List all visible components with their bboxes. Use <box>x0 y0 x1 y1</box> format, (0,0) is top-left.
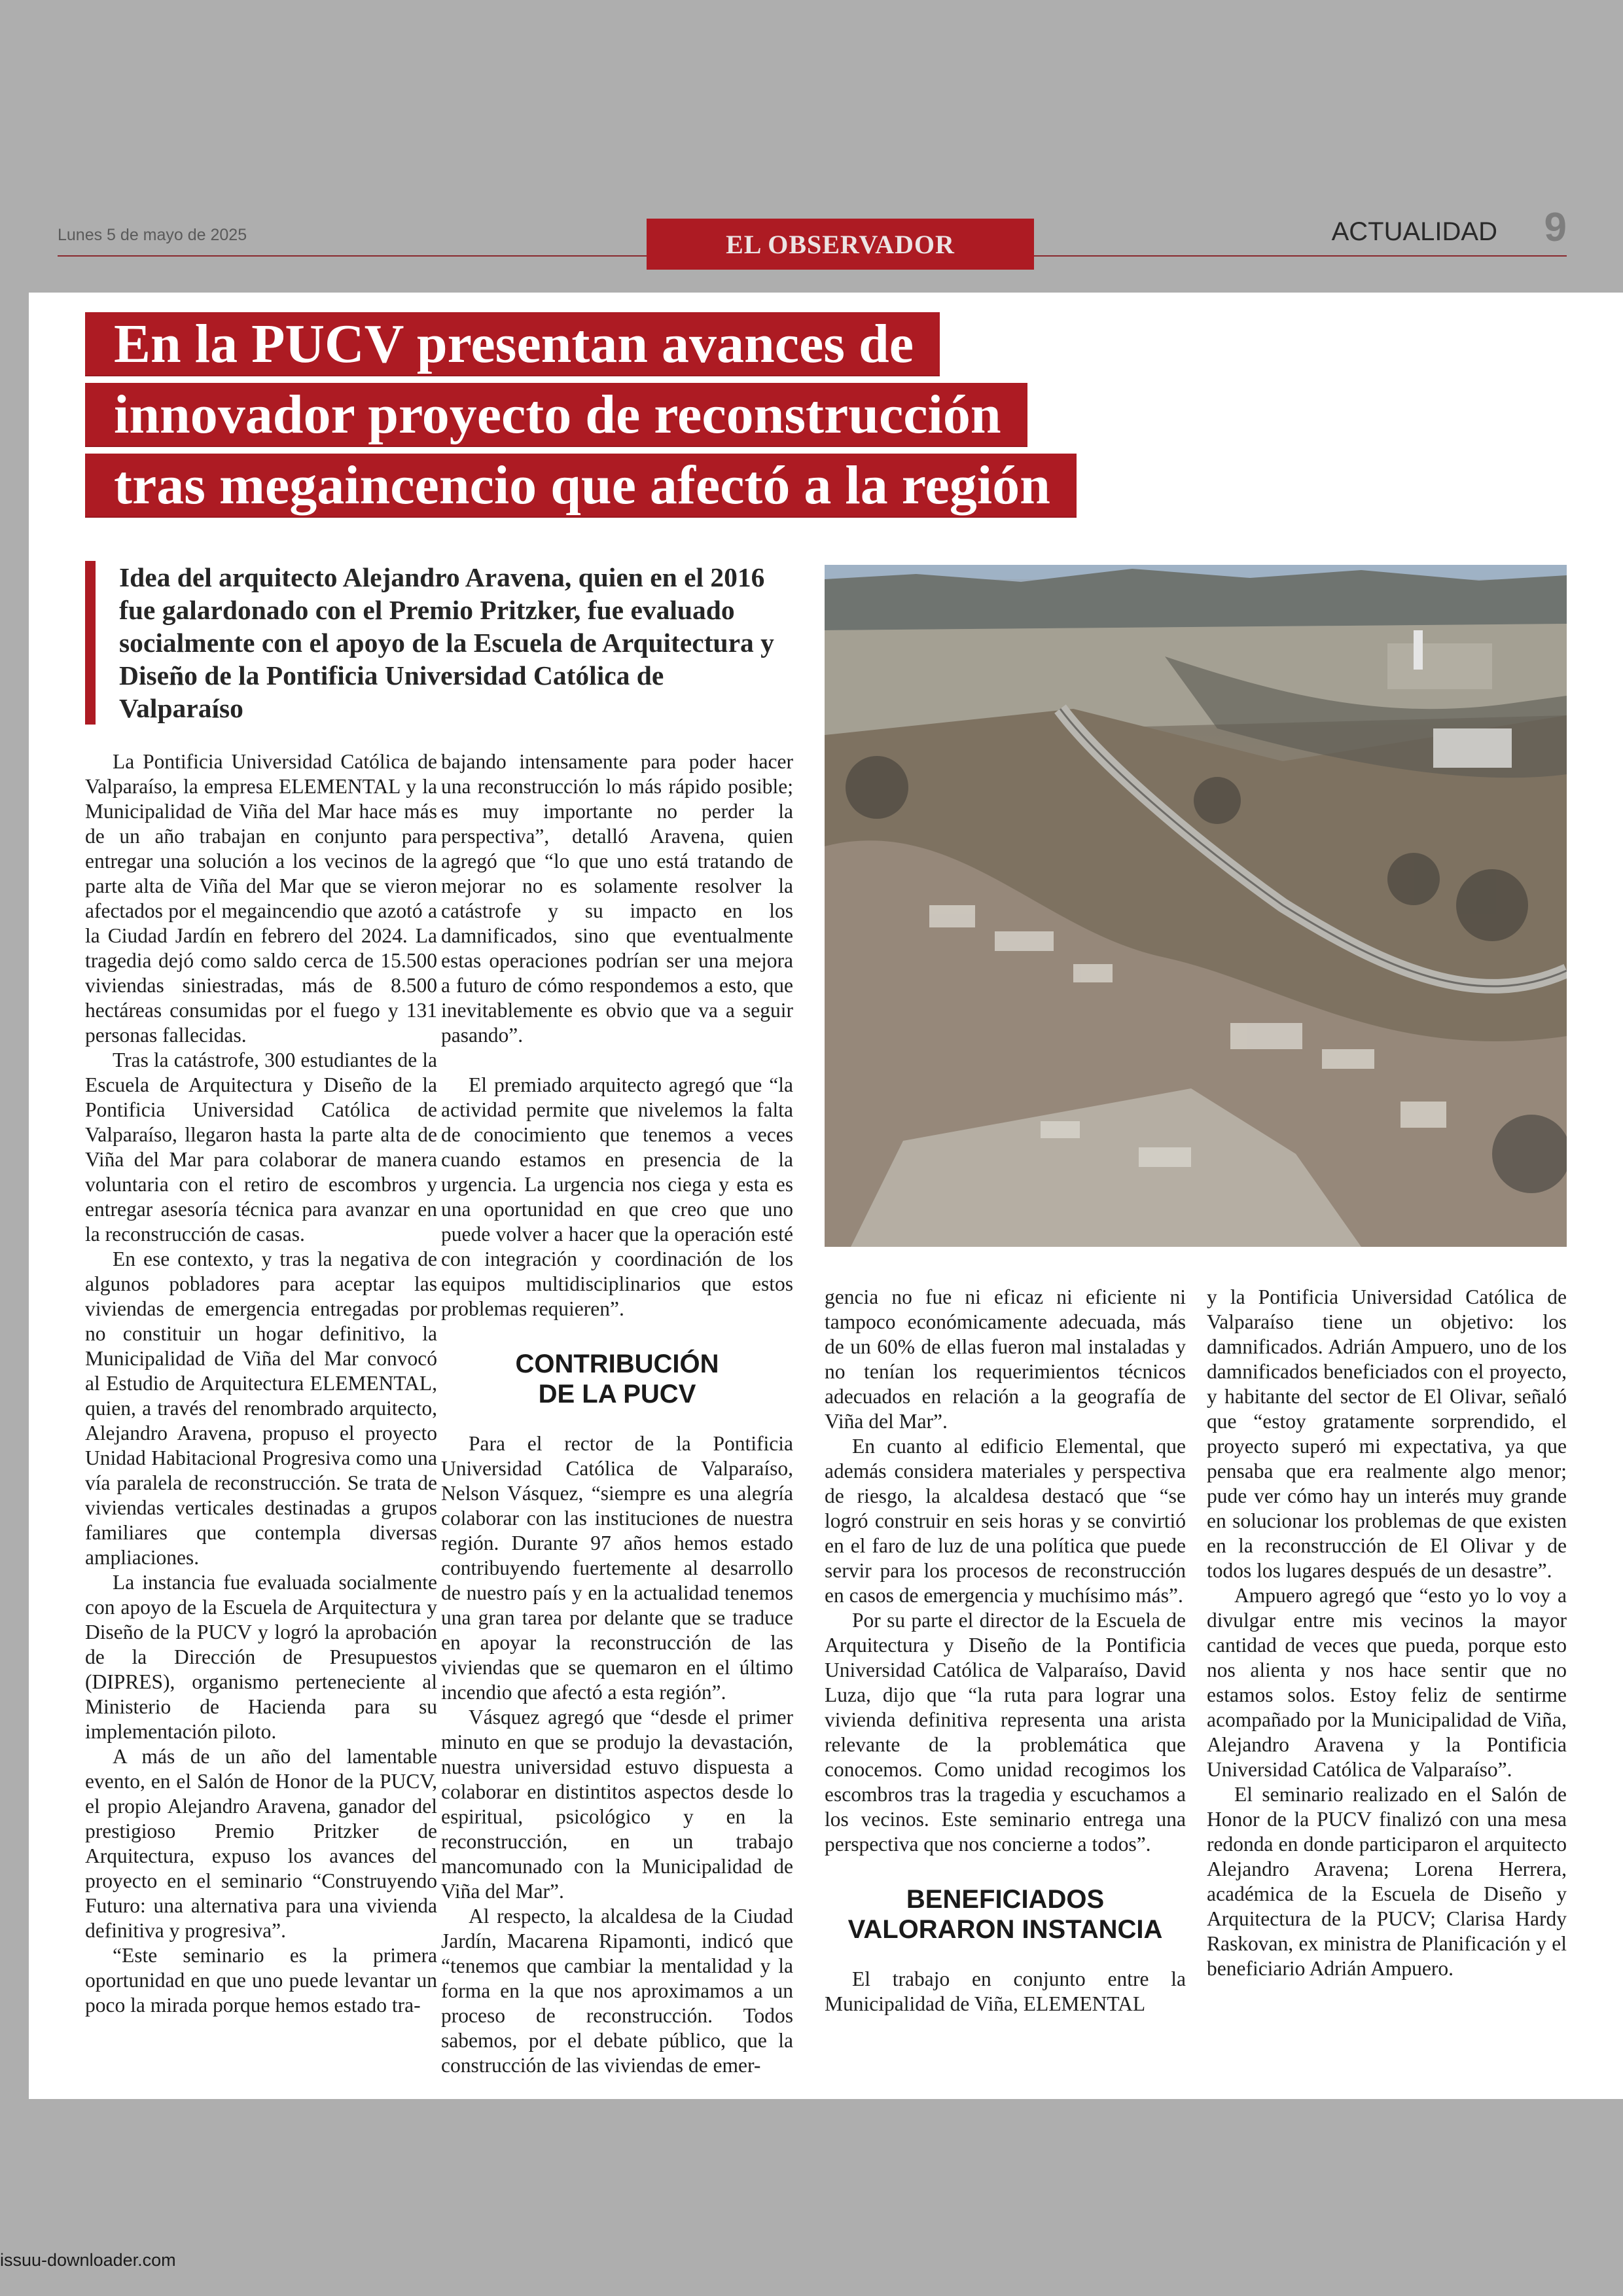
paragraph: Por su parte el director de la Escuela de Arquitectura y Diseño de la Pontificia Universidad Católica de Valparaíso, David Luza, dijo que “la ruta para lograr una vivienda definitiva representa una arista relevante de la problemática que conocemos. Como unidad recogimos los escombros tras la tragedia y escuchamos a los vecinos. Este seminario entrega una perspectiva que nos concierne a todos”. <box>825 1609 1186 1856</box>
subheading-line: CONTRIBUCIÓN <box>515 1350 719 1378</box>
paragraph: En ese contexto, y tras la negativa de algunos pobladores para aceptar las viviendas de emergencia entregadas por no constituir un hogar definitivo, la Municipalidad de Viña del Mar convocó al Estudio de Arquitectura ELEMENTAL, quien, a través del renombrado arquitecto, Alejandro Aravena, propuso el proyecto Unidad Habitacional Progresiva como una vía paralela de reconstrucción. Se trata de viviendas verticales destinadas a grupos familiares que contempla diversas ampliaciones. <box>85 1247 437 1569</box>
headline-line-2: innovador proyecto de reconstrucción <box>85 383 1027 447</box>
paragraph: El trabajo en conjunto entre la Municipalidad de Viña, ELEMENTAL <box>825 1967 1186 2015</box>
article-page <box>29 293 1623 2099</box>
headline-line-3: tras megaincencio que afectó a la región <box>85 454 1077 518</box>
paragraph: La Pontificia Universidad Católica de Valparaíso, la empresa ELEMENTAL y la Municipalidad de Viña del Mar hace más de un año trabajan en conjunto para entregar una solución a los vecinos de la parte alta de Viña del Mar que se vieron afectados por el megaincendio que azotó a la Ciudad Jardín en febrero del 2024. La tragedia dejó como saldo cerca de 15.500 viviendas siniestradas, más de 8.500 hectáreas consumidas por el fuego y 131 personas fallecidas. <box>85 750 437 1047</box>
subheading-beneficiados <box>825 1884 1186 1945</box>
watermark-text: issuu-downloader.com <box>0 2250 176 2270</box>
section-label: ACTUALIDAD <box>1331 217 1497 246</box>
paragraph: El seminario realizado en el Salón de Honor de la PUCV finalizó con una mesa redonda en donde participaron el arquitecto Alejandro Aravena; Lorena Herrera, académica de la Escuela de Diseño y Arquitectura de la PUCV; Clarisa Hardy Raskovan, ex ministra de Planificación y el beneficiario Adrián Ampuero. <box>1207 1783 1567 1980</box>
paragraph: Para el rector de la Pontificia Universidad Católica de Valparaíso, Nelson Vásquez, “siempre es una alegría colaborar con las instituciones de nuestra región. Durante 97 años hemos estado contribuyendo fuertemente al desarrollo de nuestro país y en la actualidad tenemos una gran tarea por delante que se traduce en apoyar la reconstrucción de las viviendas que se quemaron en el último incendio que afectó a esta región”. <box>441 1432 793 1704</box>
paragraph: Tras la catástrofe, 300 estudiantes de la Escuela de Arquitectura y Diseño de la Pontificia Universidad Católica de Valparaíso, llegaron hasta la parte alta de Viña del Mar para colaborar de manera voluntaria con el retiro de escombros y entregar asesoría técnica para avanzar en la reconstrucción de casas. <box>85 1049 437 1246</box>
subheading-contribucion <box>441 1349 793 1409</box>
article-column-4 <box>1207 1285 1567 1981</box>
paragraph: En cuanto al edificio Elemental, que además considera materiales y perspectiva de riesgo, la alcaldesa destacó que “se logró construir en seis horas y se convirtió en el faro de luz de una política que puede servir para los procesos de reconstrucción en casos de emergencia y muchísimo más”. <box>825 1435 1186 1607</box>
headline-line-1: En la PUCV presentan avances de <box>85 312 940 376</box>
paragraph: gencia no fue ni eficaz ni eficiente ni tampoco económicamente adecuada, más de un 60% de ellas fueron mal instaladas y no tenían los requerimientos técnicos adecuados en relación a la geografía de Viña del Mar”. <box>825 1285 1186 1433</box>
paragraph: Vásquez agregó que “desde el primer minuto en que se produjo la devastación, nuestra universidad estuvo dispuesta a colaborar en distintitos aspectos desde lo espiritual, psicológico y en la reconstrucción, en un trabajo mancomunado con la Municipalidad de Viña del Mar”. <box>441 1706 793 1903</box>
paragraph: “Este seminario es la primera oportunidad en que uno puede levantar un poco la mirada porque hemos estado tra- <box>85 1944 437 2017</box>
article-column-1 <box>85 749 437 2018</box>
article-column-2 <box>441 749 793 2078</box>
paragraph: Ampuero agregó que “esto yo lo voy a divulgar entre mis vecinos la mayor cantidad de veces que pueda, porque esto nos alienta y nos hace sentir que no estamos solos. Estoy feliz de sentirme acompañado por la Municipalidad de Viña, Alejandro Aravena y la Pontificia Universidad Católica de Valparaíso”. <box>1207 1584 1567 1781</box>
masthead <box>58 205 1567 271</box>
paragraph: A más de un año del lamentable evento, en el Salón de Honor de la PUCV, el propio Alejandro Aravena, ganador del prestigioso Premio Pritzker de Arquitectura, expuso los avances del proyecto en el seminario “Construyendo Futuro: una alternativa para una vivienda definitiva y progresiva”. <box>85 1745 437 1942</box>
paragraph: y la Pontificia Universidad Católica de Valparaíso tiene un objetivo: los damnificados. Adrián Ampuero, uno de los damnificados beneficiados con el proyecto, y habitante del sector de El Olivar, señaló que “estoy gratamente sorprendido, el proyecto superó mi expectativa, ya que pensaba que era realmente algo menor; pude ver cómo hay un interés muy grande en solucionar los problemas de que existen en la reconstrucción de El Olivar y de todos los lugares después de un desastre”. <box>1207 1285 1567 1582</box>
subheading-line: BENEFICIADOS <box>906 1885 1105 1914</box>
article-deck: Idea del arquitecto Alejandro Aravena, quien en el 2016 fue galardonado con el Premio Pritzker, fue evaluado socialmente con el apoyo de la Escuela de Arquitectura y Diseño de la Pontificia Universidad Católica de Valparaíso <box>85 561 792 725</box>
paragraph: La instancia fue evaluada socialmente con apoyo de la Escuela de Arquitectura y Diseño de la PUCV y logró la aprobación de la Dirección de Presupuestos (DIPRES), organismo perteneciente al Ministerio de Hacienda para su implementación piloto. <box>85 1571 437 1743</box>
subheading-line: DE LA PUCV <box>538 1380 696 1408</box>
page-number: 9 <box>1544 205 1567 250</box>
article-column-3 <box>825 1285 1186 2017</box>
aerial-photo-illustration <box>825 565 1567 1247</box>
aerial-photo <box>825 565 1567 1247</box>
newspaper-logo: EL OBSERVADOR <box>647 219 1034 270</box>
issue-date: Lunes 5 de mayo de 2025 <box>58 226 247 244</box>
paragraph: El premiado arquitecto agregó que “la actividad permite que nivelemos la falta de conocimiento que tenemos a veces cuando estamos en presencia de la urgencia. La urgencia nos ciega y esta es una oportunidad en que creo que uno puede volver a hacer que la operación esté con integración y coordinación de los equipos multidisciplinarios que estos problemas requieren”. <box>441 1073 793 1320</box>
paragraph: bajando intensamente para poder hacer una reconstrucción lo más rápido posible; es muy importante no perder la perspectiva”, detalló Aravena, quien agregó que “lo que uno está tratando de mejorar no es solamente resolver la catástrofe y su impacto en los damnificados, sino que eventualmente estas operaciones podrían ser una mejora a futuro de cómo respondemos a esto, que inevitablemente es obvio que va a seguir pasando”. <box>441 750 793 1047</box>
paragraph: Al respecto, la alcaldesa de la Ciudad Jardín, Macarena Ripamonti, indicó que “tenemos que cambiar la mentalidad y la forma en la que nos aproximamos a un proceso de reconstrucción. Todos sabemos, por el debate público, que la construcción de las viviendas de emer- <box>441 1905 793 2077</box>
subheading-line: VALORARON INSTANCIA <box>847 1915 1163 1944</box>
headline <box>85 312 1077 524</box>
